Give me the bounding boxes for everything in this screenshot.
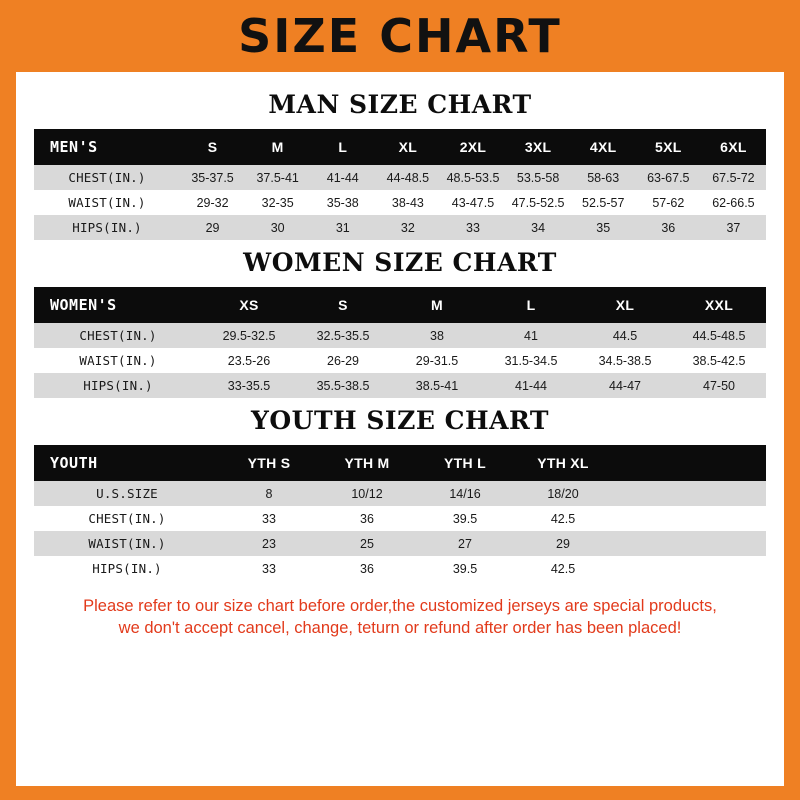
table-header-row — [34, 287, 766, 323]
right-orange-rail — [784, 72, 800, 800]
men-waist-6xl: 62-66.5 — [701, 190, 766, 215]
youth-chest-m: 36 — [318, 506, 416, 531]
men-chest-6xl: 67.5-72 — [701, 165, 766, 190]
men-row-chest-label: CHEST(IN.) — [34, 165, 180, 190]
youth-waist-s: 23 — [220, 531, 318, 556]
men-chest-l: 41-44 — [310, 165, 375, 190]
men-waist-5xl: 57-62 — [636, 190, 701, 215]
table-row — [34, 556, 766, 581]
youth-row-hips-label: HIPS(IN.) — [34, 556, 220, 581]
women-chest-s: 32.5-35.5 — [296, 323, 390, 348]
men-header-3xl: 3XL — [506, 129, 571, 165]
youth-waist-m: 25 — [318, 531, 416, 556]
youth-hips-l: 39.5 — [416, 556, 514, 581]
table-row — [34, 323, 766, 348]
men-chest-4xl: 58-63 — [571, 165, 636, 190]
men-header-m: M — [245, 129, 310, 165]
women-chest-xs: 29.5-32.5 — [202, 323, 296, 348]
youth-waist-l: 27 — [416, 531, 514, 556]
men-size-table — [34, 129, 766, 240]
women-section-title: WOMEN SIZE CHART — [243, 248, 557, 277]
footer-line-1: Please refer to our size chart before order,the customized jerseys are special products, — [83, 597, 717, 615]
youth-hips-spacer — [612, 556, 766, 581]
men-hips-s: 29 — [180, 215, 245, 240]
women-waist-xl: 34.5-38.5 — [578, 348, 672, 373]
women-chest-xl: 44.5 — [578, 323, 672, 348]
youth-row-chest-label: CHEST(IN.) — [34, 506, 220, 531]
women-table-body — [34, 323, 766, 398]
women-size-table — [34, 287, 766, 398]
men-chest-2xl: 48.5-53.5 — [440, 165, 505, 190]
table-header-row — [34, 129, 766, 165]
youth-header-l: YTH L — [416, 445, 514, 481]
table-row — [34, 373, 766, 398]
youth-hips-xl: 42.5 — [514, 556, 612, 581]
table-row — [34, 190, 766, 215]
bottom-orange-band — [0, 786, 800, 800]
youth-chest-spacer — [612, 506, 766, 531]
footer-disclaimer — [34, 595, 766, 640]
women-row-chest-label: CHEST(IN.) — [34, 323, 202, 348]
youth-table-head — [34, 445, 766, 481]
table-row — [34, 215, 766, 240]
table-row — [34, 506, 766, 531]
men-waist-3xl: 47.5-52.5 — [506, 190, 571, 215]
youth-row-ussize-label: U.S.SIZE — [34, 481, 220, 506]
men-hips-4xl: 35 — [571, 215, 636, 240]
men-header-6xl: 6XL — [701, 129, 766, 165]
men-hips-3xl: 34 — [506, 215, 571, 240]
youth-ussize-spacer — [612, 481, 766, 506]
men-chest-3xl: 53.5-58 — [506, 165, 571, 190]
youth-ussize-m: 10/12 — [318, 481, 416, 506]
men-header-l: L — [310, 129, 375, 165]
women-hips-s: 35.5-38.5 — [296, 373, 390, 398]
women-chest-m: 38 — [390, 323, 484, 348]
women-waist-xxl: 38.5-42.5 — [672, 348, 766, 373]
men-header-xl: XL — [375, 129, 440, 165]
women-waist-xs: 23.5-26 — [202, 348, 296, 373]
men-hips-6xl: 37 — [701, 215, 766, 240]
men-header-label: MEN'S — [34, 129, 180, 165]
women-hips-xs: 33-35.5 — [202, 373, 296, 398]
men-section-title: MAN SIZE CHART — [268, 90, 532, 119]
women-table-head — [34, 287, 766, 323]
women-header-s: S — [296, 287, 390, 323]
men-waist-s: 29-32 — [180, 190, 245, 215]
youth-section-title: YOUTH SIZE CHART — [251, 406, 549, 435]
men-waist-m: 32-35 — [245, 190, 310, 215]
men-hips-5xl: 36 — [636, 215, 701, 240]
table-header-row — [34, 445, 766, 481]
men-waist-4xl: 52.5-57 — [571, 190, 636, 215]
table-row — [34, 481, 766, 506]
chart-content — [16, 72, 784, 786]
table-row — [34, 348, 766, 373]
youth-header-spacer — [612, 445, 766, 481]
youth-hips-s: 33 — [220, 556, 318, 581]
youth-hips-m: 36 — [318, 556, 416, 581]
men-hips-m: 30 — [245, 215, 310, 240]
youth-header-s: YTH S — [220, 445, 318, 481]
men-chest-xl: 44-48.5 — [375, 165, 440, 190]
left-orange-rail — [0, 72, 16, 800]
header-band — [0, 0, 800, 72]
youth-header-m: YTH M — [318, 445, 416, 481]
men-chest-5xl: 63-67.5 — [636, 165, 701, 190]
women-header-label: WOMEN'S — [34, 287, 202, 323]
youth-table-body — [34, 481, 766, 581]
men-waist-xl: 38-43 — [375, 190, 440, 215]
women-chest-l: 41 — [484, 323, 578, 348]
men-hips-l: 31 — [310, 215, 375, 240]
women-header-xs: XS — [202, 287, 296, 323]
men-hips-xl: 32 — [375, 215, 440, 240]
women-header-xl: XL — [578, 287, 672, 323]
youth-ussize-xl: 18/20 — [514, 481, 612, 506]
table-row — [34, 165, 766, 190]
men-hips-2xl: 33 — [440, 215, 505, 240]
men-table-body — [34, 165, 766, 240]
men-header-4xl: 4XL — [571, 129, 636, 165]
women-row-waist-label: WAIST(IN.) — [34, 348, 202, 373]
men-waist-2xl: 43-47.5 — [440, 190, 505, 215]
youth-header-xl: YTH XL — [514, 445, 612, 481]
youth-chest-s: 33 — [220, 506, 318, 531]
women-header-l: L — [484, 287, 578, 323]
men-row-hips-label: HIPS(IN.) — [34, 215, 180, 240]
table-row — [34, 531, 766, 556]
women-hips-l: 41-44 — [484, 373, 578, 398]
youth-row-waist-label: WAIST(IN.) — [34, 531, 220, 556]
youth-chest-l: 39.5 — [416, 506, 514, 531]
youth-header-label: YOUTH — [34, 445, 220, 481]
youth-waist-xl: 29 — [514, 531, 612, 556]
men-header-5xl: 5XL — [636, 129, 701, 165]
youth-size-table — [34, 445, 766, 581]
page-title: SIZE CHART — [238, 9, 562, 63]
youth-chest-xl: 42.5 — [514, 506, 612, 531]
youth-waist-spacer — [612, 531, 766, 556]
women-header-xxl: XXL — [672, 287, 766, 323]
women-hips-m: 38.5-41 — [390, 373, 484, 398]
men-chest-s: 35-37.5 — [180, 165, 245, 190]
women-hips-xl: 44-47 — [578, 373, 672, 398]
women-hips-xxl: 47-50 — [672, 373, 766, 398]
men-header-s: S — [180, 129, 245, 165]
men-table-head — [34, 129, 766, 165]
men-row-waist-label: WAIST(IN.) — [34, 190, 180, 215]
men-header-2xl: 2XL — [440, 129, 505, 165]
women-waist-s: 26-29 — [296, 348, 390, 373]
men-chest-m: 37.5-41 — [245, 165, 310, 190]
women-waist-l: 31.5-34.5 — [484, 348, 578, 373]
women-waist-m: 29-31.5 — [390, 348, 484, 373]
youth-ussize-s: 8 — [220, 481, 318, 506]
women-row-hips-label: HIPS(IN.) — [34, 373, 202, 398]
men-waist-l: 35-38 — [310, 190, 375, 215]
footer-line-2: we don't accept cancel, change, teturn or refund after order has been placed! — [118, 619, 682, 638]
women-header-m: M — [390, 287, 484, 323]
youth-ussize-l: 14/16 — [416, 481, 514, 506]
women-chest-xxl: 44.5-48.5 — [672, 323, 766, 348]
